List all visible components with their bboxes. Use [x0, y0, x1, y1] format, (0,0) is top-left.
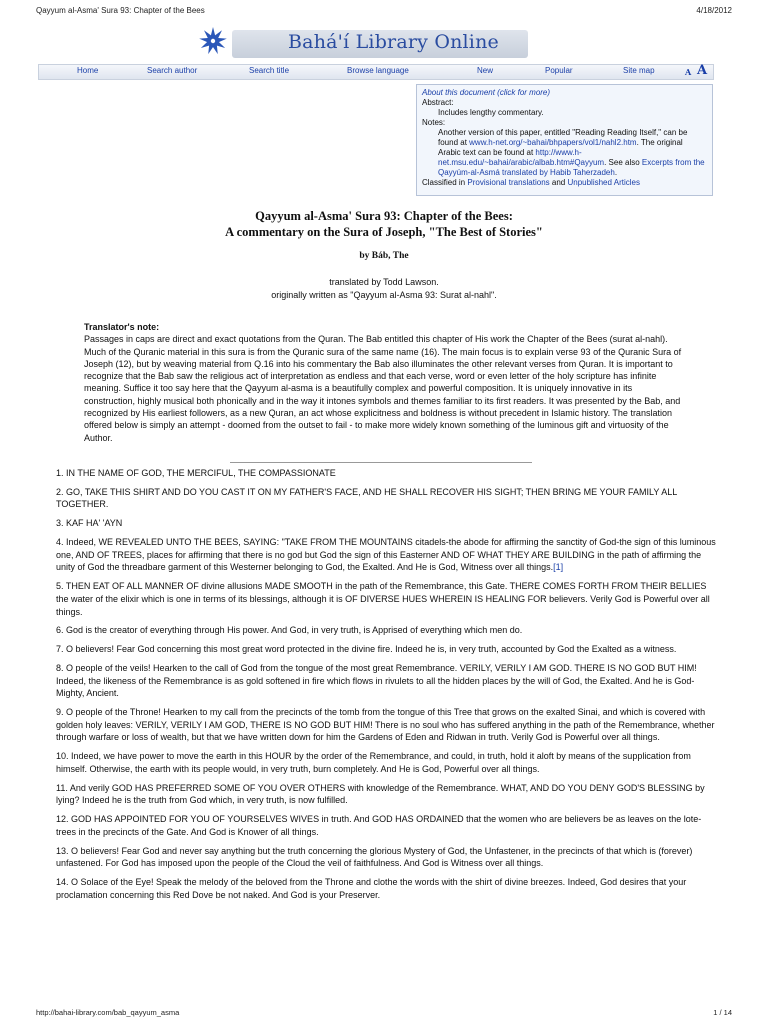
- classification-line: [422, 178, 707, 188]
- print-header-date: 4/18/2012: [696, 6, 732, 15]
- notes-text-1: Another version of this paper, entitled "Reading Reading Itself," can be found at: [438, 128, 688, 147]
- classified-prefix: Classified in: [422, 178, 466, 187]
- print-footer-url: http://bahai-library.com/bab_qayyum_asma: [36, 1008, 180, 1017]
- excerpts-link[interactable]: Excerpts from the Qayyúm-al-Asmá translated by Habib Taherzadeh: [438, 158, 705, 177]
- notes-text-4: .: [614, 168, 618, 177]
- verse-11: 11. And verily GOD HAS PREFERRED SOME OF YOU OVER OTHERS with knowledge of the Remembrance. WHAT, AND DO YOU DENY GOD'S BLESSING by lying? Indeed he is the truth from God which, in very truth, is now fulfilled.: [56, 782, 705, 806]
- verse-list: [56, 467, 716, 908]
- abstract-label: Abstract:: [422, 98, 454, 107]
- nav-search-title-link[interactable]: Search title: [249, 66, 290, 75]
- verse-4-text: 4. Indeed, WE REVEALED UNTO THE BEES, SAYING: "TAKE FROM THE MOUNTAINS citadels-the abode for affirming the sanctity of God-the sign of this luminous one, AND OF TREES, places for affirming that there is no god but God the sign of this Easterner AND OF WHAT THEY ARE BUILDING in the path of affirming the unity of God the threadbare garment of this Westerner belonging to God, the Exalted. And He is God, Witness over all things.: [56, 537, 716, 573]
- verse-5: 5. THEN EAT OF ALL MANNER OF divine allusions MADE SMOOTH in the path of the Remembrance, this Gate. THERE COMES FORTH FROM THEIR BELLIES the water of the elixir which is one in terms of its blessings, although it is OF DIVERSE HUES WHEREIN IS HEALING FOR believers. Verily God is Powerful over all things.: [56, 581, 710, 617]
- verse-2: 2. GO, TAKE THIS SHIRT AND DO YOU CAST IT ON MY FATHER'S FACE, AND HE SHALL RECOVER HIS SIGHT; THEN BRING ME YOUR FAMILY ALL TOGETHER.: [56, 486, 677, 510]
- verse-1: 1. IN THE NAME OF GOD, THE MERCIFUL, THE COMPASSIONATE: [56, 468, 336, 478]
- nine-pointed-star-icon: [198, 26, 228, 56]
- notes-label: Notes:: [422, 118, 446, 127]
- nav-search-author-link[interactable]: Search author: [147, 66, 198, 75]
- print-footer: [36, 1008, 732, 1018]
- verse-4: [56, 536, 716, 574]
- document-title: [40, 208, 728, 240]
- print-header: [36, 6, 732, 18]
- verse-3: 3. KAF HA' 'AYN: [56, 518, 123, 529]
- arabic-text-link[interactable]: http://www.h-net.msu.edu/~bahai/arabic/albab.htm#Qayyum: [438, 148, 605, 167]
- translated-by: translated by Todd Lawson.: [329, 277, 439, 287]
- font-size-large-button[interactable]: A: [697, 63, 708, 78]
- verse-12: 12. GOD HAS APPOINTED FOR YOU OF YOURSELVES WIVES in truth. And GOD HAS ORDAINED that the women who are believers be as leaves on the lote- trees in the precincts of the Gate. And God is Knower of all things.: [56, 814, 702, 837]
- translation-info: [40, 276, 728, 302]
- site-title: Bahá'í Library Online: [288, 31, 499, 53]
- site-banner[interactable]: [198, 22, 528, 64]
- classified-and: and: [551, 178, 566, 187]
- nav-bar: [38, 64, 714, 80]
- unpublished-articles-link[interactable]: Unpublished Articles: [567, 178, 640, 187]
- verse-14: 14. O Solace of the Eye! Speak the melody of the beloved from the Throne and clothe the words with the shirt of divine breezes. Indeed, God desires that your proclamation concerning this Red Dove be not naked. And God is your Preserver.: [56, 877, 687, 900]
- verse-10: 10. Indeed, we have power to move the earth in this HOUR by the order of the Remembrance, and could, in truth, hold it aloft by means of the supplication from himself. Otherwise, the earth with its people would, in very truth, burn completely. And He is God, Powerful over all things.: [56, 751, 691, 774]
- font-size-small-button[interactable]: A: [685, 67, 692, 77]
- translators-note-heading: Translator's note:: [84, 322, 160, 332]
- footnote-link-1[interactable]: [1]: [553, 562, 564, 573]
- document-byline: by Báb, The: [359, 251, 409, 261]
- nav-site-map-link[interactable]: Site map: [623, 66, 655, 75]
- verse-13: 13. O believers! Fear God and never say anything but the truth concerning the glorious Mystery of God, the Unfastener, in the precincts of that which is (forever) unfastened. For God has imposed upon the people of the Cloud the veil of faithfulness. And God is Witness over all things.: [56, 845, 693, 869]
- notes-text: [422, 128, 707, 178]
- verse-6: 6. God is the creator of everything through His power. And God, in very truth, is Apprised of everything which men do.: [56, 625, 523, 636]
- document-title-line-1: Qayyum al-Asma' Sura 93: Chapter of the Bees:: [255, 209, 513, 223]
- verse-9: 9. O people of the Throne! Hearken to my call from the precincts of the tomb from the tongue of this Tree that grows on the exalted Sinai, and which is covered with golden holy leaves: VERILY, VERILY I AM GOD, THERE IS NO GOD BUT HIM! There is no soul who has suffered anything in the path of the Remembrance, whether through warfare or loss of wealth, but that we have written down for him the Gardens of Eden and Ridwan in truth. Verily God is Powerful over all things.: [56, 707, 715, 743]
- translators-note: [84, 321, 684, 444]
- provisional-translations-link[interactable]: Provisional translations: [467, 178, 550, 187]
- nav-popular-link[interactable]: Popular: [545, 66, 573, 75]
- divider-rule: [230, 462, 532, 463]
- verse-8: 8. O people of the veils! Hearken to the call of God from the tongue of the most great Remembrance. VERILY, VERILY I AM GOD. THERE IS NO GOD BUT HIM! Indeed, the likeness of the Remembrance is as gold softened in fire which flows in rivulets to all the hidden places by the will of God, the Exalted. And he is God-Mighty, Ancient.: [56, 663, 697, 699]
- about-document-box: [416, 84, 713, 196]
- notes-text-2: . The original Arabic text can be found at: [438, 138, 683, 157]
- print-header-title: Qayyum al-Asma' Sura 93: Chapter of the Bees: [36, 6, 205, 15]
- about-document-heading[interactable]: About this document (click for more): [422, 88, 551, 97]
- abstract-text: Includes lengthy commentary.: [438, 108, 544, 117]
- nav-browse-language-link[interactable]: Browse language: [347, 66, 409, 75]
- notes-text-3: . See also: [604, 158, 640, 167]
- nav-home-link[interactable]: Home: [77, 66, 99, 75]
- hnet-paper-link[interactable]: www.h-net.org/~bahai/bhpapers/vol1/nahl2.htm: [469, 138, 637, 147]
- original-title: originally written as "Qayyum al-Asma 93: Surat al-nahl".: [271, 290, 497, 300]
- translators-note-text: Passages in caps are direct and exact quotations from the Quran. The Bab entitled this chapter of His work the Chapter of the Bees (surat al-nahl). Much of the Quranic material in this sura is from the Quranic sura of the same name (16). The main focus is to explain verse 93 of the Quranic Sura of Joseph (12), but by weaving material from Q.16 into his commentary the Bab also illuminates the other relevant verses from Quran. It is important to recognize that the Bab saw the religious act of interpretation as endless and that each verse, word or even letter of the holy scripture has infinite meaning. Suffice it too say here that the Qayyum al-asma is a beautifully complex and powerful composition. It is uniquely innovative in its construction, highly musical both phonically and in the way it intones symbols and themes familiar to its first readers. It was presented by the Bab, and recognized by His earliest followers, as a new Quran, an act whose explicitness and boldness is without precedent in Islamic history. The translation offered below is simply an attempt - doomed from the outset to fail - to make more widely known something of the luminous gift and virtuosity of the Author.: [84, 334, 682, 443]
- verse-7: 7. O believers! Fear God concerning this most great word protected in the divine fire. Indeed he is, in very truth, accounted by God the Exalted as a witness.: [56, 644, 677, 655]
- page-number: 1 / 14: [713, 1008, 732, 1017]
- nav-new-link[interactable]: New: [477, 66, 494, 75]
- document-title-line-2: A commentary on the Sura of Joseph, "The Best of Stories": [225, 225, 543, 239]
